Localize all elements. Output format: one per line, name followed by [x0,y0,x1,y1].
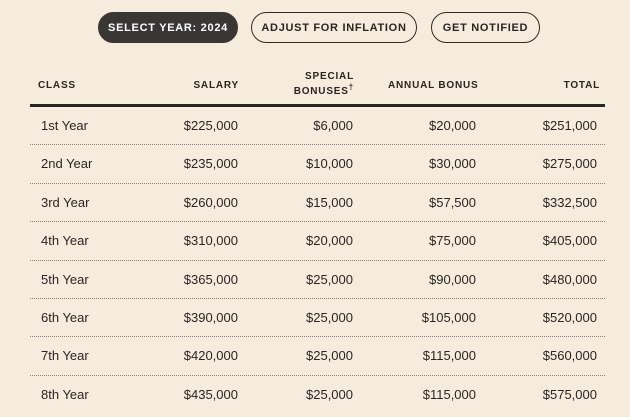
select-year-button[interactable]: SELECT YEAR: 2024 [98,12,238,43]
cell-salary: $310,000 [183,233,238,249]
cell-total: $405,000 [542,233,597,249]
cell-total: $480,000 [542,271,597,287]
cell-annual-bonus: $105,000 [421,309,476,325]
get-notified-button[interactable]: GET NOTIFIED [431,12,540,43]
cell-salary: $420,000 [183,348,238,364]
cell-special-bonus: $25,000 [306,271,353,287]
table-row [30,107,605,145]
cell-annual-bonus: $30,000 [429,156,476,172]
cell-salary: $235,000 [183,156,238,172]
cell-class: 2nd Year [41,156,93,172]
cell-annual-bonus: $90,000 [429,271,476,287]
header-total: TOTAL [563,80,600,91]
table-row [30,145,605,183]
cell-salary: $390,000 [183,309,238,325]
cell-annual-bonus: $115,000 [422,386,476,402]
cell-special-bonus: $25,000 [306,386,353,402]
header-special-line2 [294,84,354,99]
cell-special-bonus: $6,000 [313,118,353,133]
header-salary: SALARY [193,80,239,91]
salary-table-body [30,107,605,414]
cell-annual-bonus: $20,000 [429,118,476,133]
cell-total: $520,000 [542,309,597,325]
cell-class: 1st Year [41,118,88,133]
cell-class: 7th Year [41,348,89,364]
cell-class: 5th Year [41,271,89,287]
header-annual-bonus: ANNUAL BONUS [388,80,479,91]
dagger-footnote-mark: † [348,82,354,92]
cell-salary: $225,000 [183,118,238,133]
cell-total: $275,000 [542,156,597,172]
table-row [30,222,605,260]
cell-annual-bonus: $75,000 [429,233,476,249]
cell-annual-bonus: $115,000 [422,348,476,364]
cell-special-bonus: $15,000 [306,194,353,210]
adjust-inflation-button[interactable]: ADJUST FOR INFLATION [251,12,417,43]
cell-total: $575,000 [542,386,597,402]
table-row [30,261,605,299]
header-special-bonuses [294,69,354,99]
cell-salary: $365,000 [183,271,238,287]
table-row [30,376,605,414]
cell-salary: $260,000 [183,194,238,210]
cell-special-bonus: $25,000 [306,309,353,325]
table-row [30,299,605,337]
cell-special-bonus: $25,000 [306,348,353,364]
cell-total: $332,500 [542,194,597,210]
header-special-label: BONUSES [293,86,349,97]
cell-annual-bonus: $57,500 [429,194,476,210]
cell-salary: $435,000 [183,386,238,402]
header-class: CLASS [38,80,76,91]
table-row [30,184,605,222]
cell-class: 4th Year [41,233,89,249]
header-special-line1: SPECIAL [305,71,354,82]
cell-class: 8th Year [41,386,89,402]
cell-special-bonus: $20,000 [306,233,353,249]
cell-class: 3rd Year [41,194,90,210]
cell-class: 6th Year [41,309,89,325]
table-row [30,337,605,375]
cell-special-bonus: $10,000 [306,156,353,172]
cell-total: $251,000 [542,118,597,133]
cell-total: $560,000 [542,348,597,364]
